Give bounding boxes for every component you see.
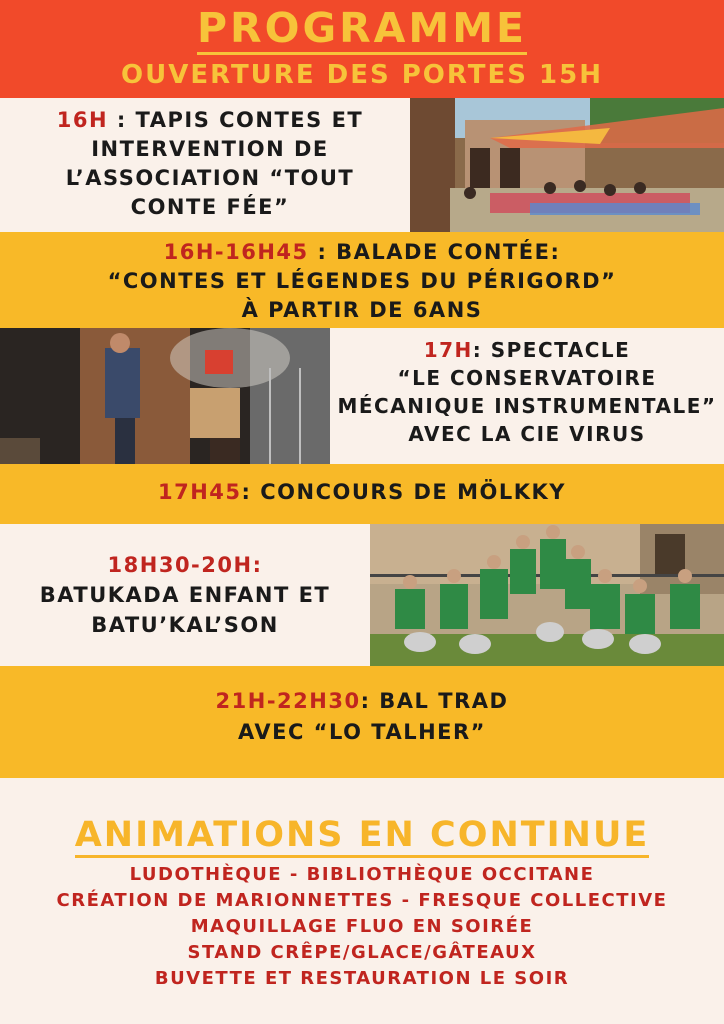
animations-list	[0, 862, 724, 992]
page-title: PROGRAMME	[0, 4, 724, 52]
event-5-text: 18H30-20H: BATUKADA ENFANT ET BATU’KAL’SON	[39, 553, 331, 637]
list-item: STAND CRÊPE/GLACE/GÂTEAUX	[187, 942, 537, 963]
stage-performance-photo	[0, 328, 330, 464]
batukada-group-photo	[370, 524, 724, 666]
list-item: LUDOTHÈQUE - BIBLIOTHÈQUE OCCITANE	[129, 864, 595, 885]
event-6-text: 21H-22H30: BAL TRAD AVEC “LO TALHER”	[215, 689, 509, 744]
event-4-text: 17H45: CONCOURS DE MÖLKKY	[158, 480, 566, 504]
event-1-text: 16H : TAPIS CONTES ET INTERVENTION DE L’ASSOCIATION “TOUT CONTE FÉE”	[56, 108, 364, 219]
list-item: MAQUILLAGE FLUO EN SOIRÉE	[190, 916, 534, 937]
event-3-text: 17H: SPECTACLE “LE CONSERVATOIRE MÉCANIQUE INSTRUMENTALE” AVEC LA CIE VIRUS	[337, 338, 717, 446]
page-subtitle: OUVERTURE DES PORTES 15H	[121, 60, 603, 90]
courtyard-storytelling-photo	[410, 98, 724, 232]
animations-title: ANIMATIONS EN CONTINUE	[0, 815, 724, 855]
event-2-text: 16H-16H45 : BALADE CONTÉE: “CONTES ET LÉGENDES DU PÉRIGORD” À PARTIR DE 6ANS	[107, 240, 617, 322]
list-item: BUVETTE ET RESTAURATION LE SOIR	[154, 968, 570, 989]
list-item: CRÉATION DE MARIONNETTES - FRESQUE COLLECTIVE	[56, 890, 668, 911]
